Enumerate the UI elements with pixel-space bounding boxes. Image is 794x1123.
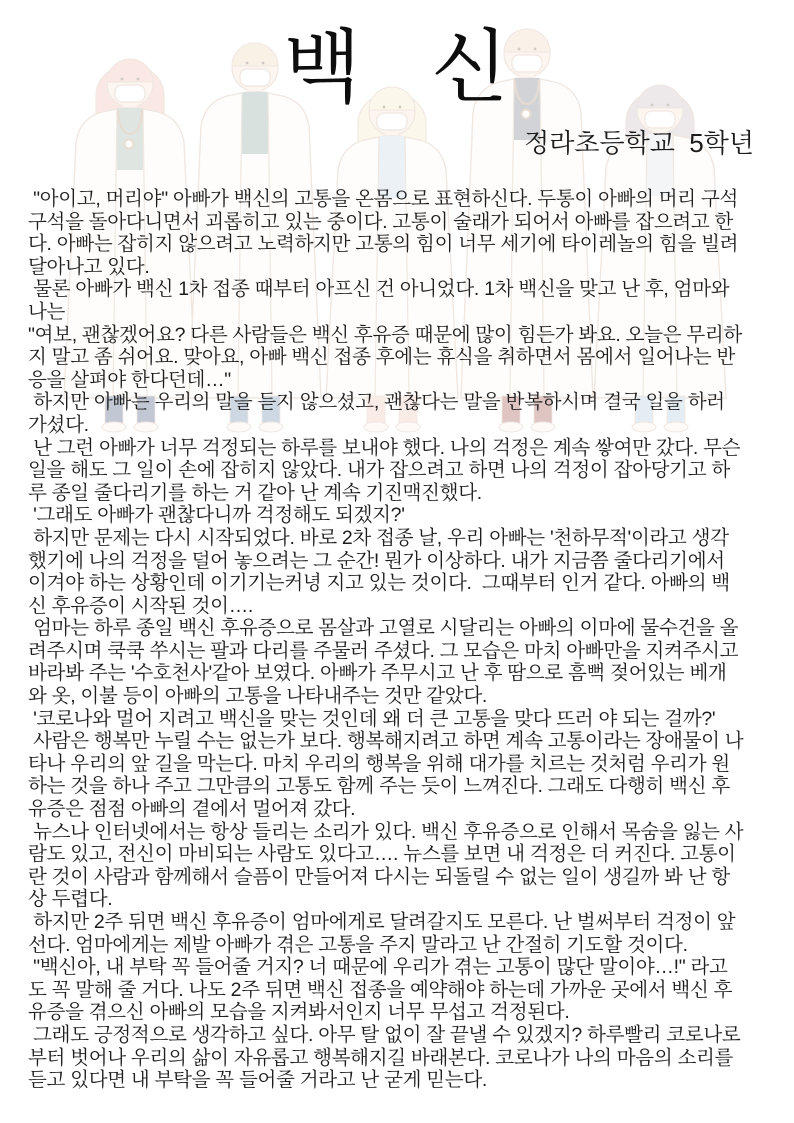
body-text <box>28 188 788 1092</box>
text-line: 응을 살펴야 한다던데…" <box>28 368 231 391</box>
text-line: 하는 것을 하나 주고 그만큼의 고통도 함께 주는 듯이 느껴진다. 그래도 다행히 백신 후 <box>28 775 730 798</box>
author-byline: 정라초등학교 5학년 <box>524 128 754 158</box>
page-title: 백 신 <box>283 23 511 112</box>
text-line: 엄마는 하루 종일 백신 후유증으로 몸살과 고열로 시달리는 아빠의 이마에 물수건을 올 <box>28 617 739 640</box>
text-line: 구석을 돌아다니면서 괴롭히고 있는 중이다. 고통이 술래가 되어서 아빠를 잡으려고 한 <box>28 210 734 233</box>
text-line: 했기에 나의 걱정을 덜어 놓으려는 그 순간! 뭔가 이상하다. 내가 지금쯤 줄다리기에서 <box>28 549 725 572</box>
text-line: 하지만 문제는 다시 시작되었다. 바로 2차 접종 날, 우리 아빠는 '천하무적'이라고 생각 <box>28 526 729 549</box>
text-line: 다. 아빠는 잡히지 않으려고 노력하지만 고통의 힘이 너무 세기에 타이레놀의 힘을 빌려 <box>28 233 739 256</box>
text-line: 유증을 겪으신 아빠의 모습을 지켜봐서인지 너무 무섭고 걱정된다. <box>28 1001 570 1024</box>
text-line: 도 꼭 말해 줄 거다. 나도 2주 뒤면 백신 접종을 예약해야 하는데 가까운 곳에서 백신 후 <box>28 978 733 1001</box>
text-line: 란 것이 사람과 함께해서 슬픔이 만들어져 다시는 되돌릴 수 없는 일이 생길까 봐 난 항 <box>28 865 730 888</box>
text-line: 달아나고 있다. <box>28 255 150 278</box>
text-line: 와 옷, 이불 등이 아빠의 고통을 나타내주는 것만 같았다. <box>28 685 487 708</box>
text-line: 려주시며 쿡쿡 쑤시는 팔과 다리를 주물러 주셨다. 그 모습은 마치 아빠만을 지켜주시고 <box>28 639 739 662</box>
text-line: 이겨야 하는 상황인데 이기기는커녕 지고 있는 것이다. 그때부터 인거 같다. 아빠의 백 <box>28 572 730 595</box>
text-line: "백신아, 내 부탁 꼭 들어줄 거지? 너 때문에 우리가 겪는 고통이 많단 말이야…!" 라고 <box>28 956 728 979</box>
text-line: 부터 벗어나 우리의 삶이 자유롭고 행복해지길 바래본다. 코로나가 나의 마음의 소리를 <box>28 1046 734 1069</box>
text-line: 람도 있고, 전신이 마비되는 사람도 있다고…. 뉴스를 보면 내 걱정은 더 커진다. 고통이 <box>28 843 736 866</box>
text-line: 하지만 2주 뒤면 백신 후유증이 엄마에게로 달려갈지도 모른다. 난 벌써부터 걱정이 앞 <box>28 911 736 933</box>
text-line: 바라봐 주는 '수호천사'같아 보였다. 아빠가 주무시고 난 후 땀으로 흠뻑 젖어있는 베개 <box>28 662 727 685</box>
text-line: 유증은 점점 아빠의 곁에서 멀어져 갔다. <box>28 798 356 821</box>
text-line: 가셨다. <box>28 413 89 436</box>
text-line: 하지만 아빠는 우리의 말을 듣지 않으셨고, 괜찮다는 말을 반복하시며 결국 일을 하러 <box>28 391 725 414</box>
text-line: 뉴스나 인터넷에서는 항상 들리는 소리가 있다. 백신 후유증으로 인해서 목숨을 잃는 사 <box>28 820 744 843</box>
text-line: 타나 우리의 앞 길을 막는다. 마치 우리의 행복을 위해 대가를 치르는 것처럼 우리가 원 <box>28 752 730 775</box>
text-line: '코로나와 멀어 지려고 백신을 맞는 것인데 왜 더 큰 고통을 맞다 뜨러 야 되는 걸까?' <box>28 707 716 730</box>
text-line: "여보, 괜찮겠어요? 다른 사람들은 백신 후유증 때문에 많이 힘든가 봐요. 오늘은 무리하 <box>28 323 742 346</box>
text-line: '그래도 아빠가 괜찮다니까 걱정해도 되겠지?' <box>28 504 405 527</box>
text-line: 그래도 긍정적으로 생각하고 싶다. 아무 탈 없이 잘 끝낼 수 있겠지? 하루빨리 코로나로 <box>28 1023 741 1046</box>
text-line: 신 후유증이 시작된 것이…. <box>28 594 254 617</box>
text-line: 상 두렵다. <box>28 888 113 911</box>
text-line: 물론 아빠가 백신 1차 접종 때부터 아프신 건 아니었다. 1차 백신을 맞고 난 후, 엄마와 <box>28 278 730 301</box>
text-line: 난 그런 아빠가 너무 걱정되는 하루를 보내야 했다. 나의 걱정은 계속 쌓여만 갔다. 무슨 <box>28 436 741 459</box>
text-line: 듣고 있다면 내 부탁을 꼭 들어줄 거라고 난 굳게 믿는다. <box>28 1069 487 1092</box>
text-line: 선다. 엄마에게는 제발 아빠가 겪은 고통을 주지 말라고 난 간절히 기도할 것이다. <box>28 933 688 956</box>
text-line: 사람은 행복만 누릴 수는 없는가 보다. 행복해지려고 하면 계속 고통이라는 장애물이 나 <box>28 730 744 753</box>
text-line: 나는 <box>28 300 66 323</box>
text-line: "아이고, 머리야" 아빠가 백신의 고통을 온몸으로 표현하신다. 두통이 아빠의 머리 구석 <box>28 188 739 210</box>
text-line: 일을 해도 그 일이 손에 잡히지 않았다. 내가 잡으려고 하면 나의 걱정이 잡아당기고 하 <box>28 459 730 482</box>
text-line: 루 종일 줄다리기를 하는 거 같아 난 계속 기진맥진했다. <box>28 481 482 504</box>
text-line: 지 말고 좀 쉬어요. 맞아요, 아빠 백신 접종 후에는 휴식을 취하면서 몸에서 일어나는 반 <box>28 346 736 369</box>
